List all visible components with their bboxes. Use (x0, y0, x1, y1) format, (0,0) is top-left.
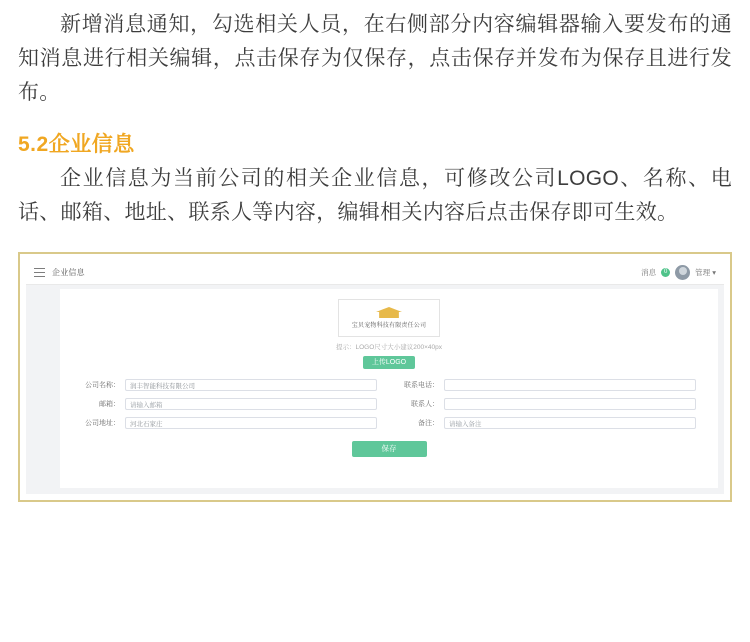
topbar-right-group (641, 265, 716, 280)
section-title-5-2: 5.2企业信息 (18, 133, 135, 156)
contact-input[interactable] (444, 398, 696, 410)
message-label[interactable]: 消息 (641, 267, 657, 277)
app-window (26, 260, 724, 494)
phone-input[interactable] (444, 379, 696, 391)
company-info-card (60, 289, 718, 488)
field-address (68, 417, 377, 429)
paragraph-company-info: 企业信息为当前公司的相关企业信息，可修改公司LOGO、名称、电话、邮箱、地址、联系人等内容，编辑相关内容后点击保存即可生效。 (18, 167, 732, 224)
hamburger-icon[interactable] (34, 268, 45, 277)
field-label: 公司地址： (85, 420, 120, 427)
screenshot-frame (18, 252, 732, 502)
field-label: 公司名称： (85, 382, 120, 389)
logo-brand-text: 宝贝宠物科技有限责任公司 (351, 323, 427, 329)
field-phone (387, 379, 696, 391)
field-label: 联系电话： (404, 382, 439, 389)
user-menu-label[interactable]: 管理 ▾ (695, 267, 716, 277)
field-label: 备注： (418, 420, 439, 427)
save-button[interactable]: 保存 (352, 441, 427, 457)
page-title: 企业信息 (52, 267, 85, 277)
sidebar-rail (26, 285, 60, 494)
remark-input[interactable]: 请输入备注 (444, 417, 696, 429)
field-email (68, 398, 377, 410)
app-topbar (26, 260, 724, 285)
field-label: 联系人： (411, 401, 439, 408)
field-contact (387, 398, 696, 410)
field-remark (387, 417, 696, 429)
company-info-form (60, 379, 718, 429)
avatar[interactable] (675, 265, 690, 280)
upload-logo-button[interactable]: 上传LOGO (363, 356, 415, 369)
company-name-input[interactable]: 润丰智能科技有限公司 (125, 379, 377, 391)
paragraph-notice: 新增消息通知，勾选相关人员，在右侧部分内容编辑器输入要发布的通知消息进行相关编辑，点击保存为仅保存，点击保存并发布为保存且进行发布。 (18, 13, 732, 104)
app-body (26, 285, 724, 494)
logo-size-hint: 提示：LOGO尺寸大小建议200×40px (335, 344, 443, 351)
message-count-badge: 0 (661, 268, 670, 277)
logo-mark-icon (376, 307, 402, 318)
save-row (60, 441, 718, 457)
email-input[interactable]: 请输入邮箱 (125, 398, 377, 410)
field-label: 邮箱： (99, 401, 120, 408)
field-company-name (68, 379, 377, 391)
company-logo-preview (338, 299, 440, 337)
address-input[interactable]: 河北石家庄 (125, 417, 377, 429)
